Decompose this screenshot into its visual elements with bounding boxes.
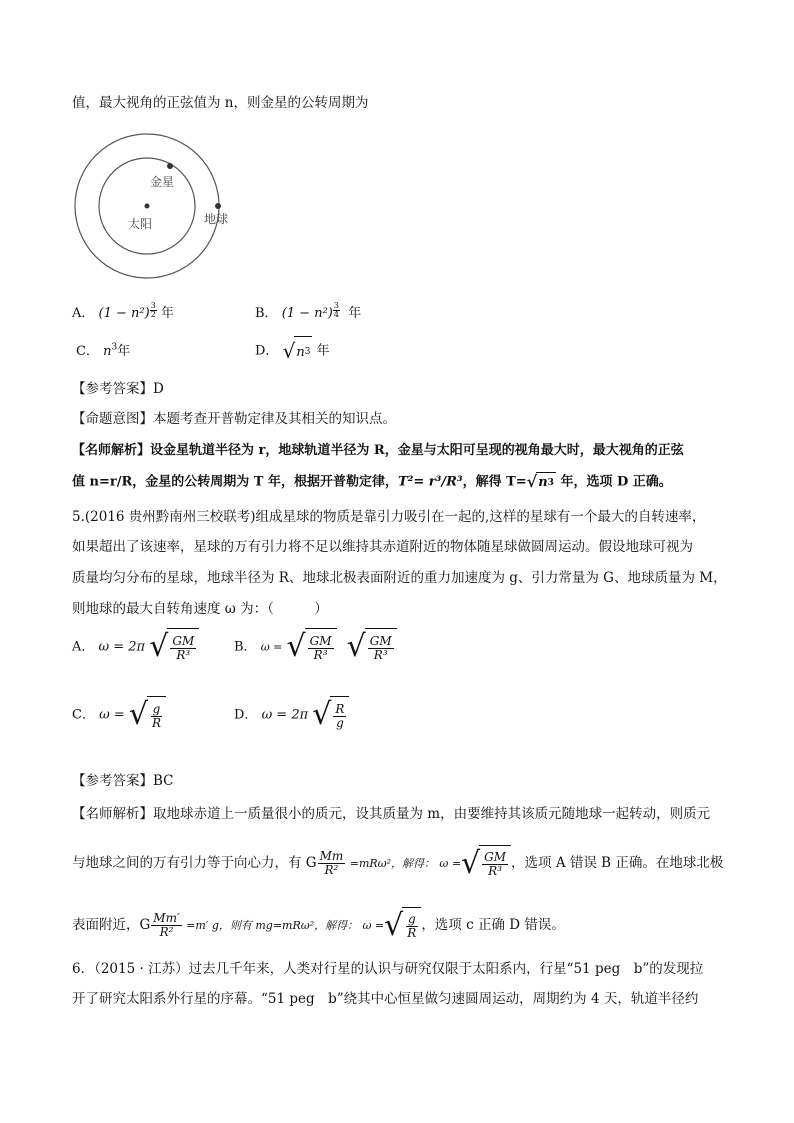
q5-option-a: A． ω = 2π √ $\frac{GM}{\text{R³}}$ [72,628,199,666]
q5-option-c: C． ω = √ $\frac{g}{R}$ [72,696,166,734]
q6-line2: 开了研究太阳系外行星的序幕。“51 peg b”绕其中心恒星做匀速圆周运动，周期约为 4 天，轨道半径约 [72,991,699,1007]
sun-label: 太阳 [128,217,153,231]
q5-answer: 【参考答案】BC [72,773,174,789]
q5-line2: 如果超出了该速率，星球的万有引力将不足以维持其赤道附近的物体随星球做圆周运动。假设地球可视为 [72,539,693,555]
q4-option-b: B． (1 − n²) $\frac{3}{4}$ 年 [255,301,362,321]
orbit-diagram [72,126,232,286]
q5-line1: 5.(2016 贵州黔南州三校联考)组成星球的物质是靠引力吸引在一起的,这样的星球有一个最大的自转速率， [72,509,706,525]
sun-dot [145,204,150,209]
q5-analysis-line3: 表面附近，G $\frac{Mm'}{\text{R²}}$ =m′ g，则有 mg=mRω²，解得： ω = √ $\frac{g}{R}$ ，选项 c 正确 D 错误。 [72,907,565,943]
q5-analysis-line1: 【名师解析】取地球赤道上一质量很小的质元，设其质量为 m，由要维持其该质元随地球一起转动，则质元 [72,806,711,822]
q5-option-d: D． ω = 2π √ $\frac{R}{g}$ [234,696,349,734]
q4-option-a: A． (1 − n²) $\frac{3}{2}$ 年 [72,301,174,321]
q4-option-c: C． $n^3$年 [76,342,131,359]
venus-label: 金星 [150,175,175,189]
q4-intent: 【命题意图】本题考查开普勒定律及其相关的知识点。 [72,411,396,427]
q5-line4: 则地球的最大自转角速度 ω 为：（ ） [72,601,328,617]
earth-label: 地球 [204,212,229,226]
q4-option-d: D． √ n 3 年 [255,336,330,366]
q5-option-b: B． ω = √ $\frac{GM}{\text{R³}}$ √ $\frac{GM}{\text{R³}}$ [234,628,397,666]
q5-analysis-line2: 与地球之间的万有引力等于向心力，有 G $\frac{Mm}{\text{R²}}$ =mRω²，解得： ω = √ $\frac{GM}{\text{R³}}$ ，选项 A 错误 B 正确。在地球北极 [72,845,724,881]
q6-line1: 6．（2015 · 江苏）过去几千年来，人类对行星的认识与研究仅限于太阳系内，行星“51 peg b”的发现拉 [72,961,704,977]
q4-question-tail: 值，最大视角的正弦值为 n，则金星的公转周期为 [72,95,369,111]
q5-line3: 质量均匀分布的星球，地球半径为 R、地球北极表面附近的重力加速度为 g、引力常量为 G、地球质量为 M， [72,570,727,586]
q4-analysis-line2: 值 n=r/R，金星的公转周期为 T 年，根据开普勒定律，T²= r³/R³，解得 T= √ n 3 年，选项 D 正确。 [72,472,672,491]
venus-dot [167,163,173,169]
q4-answer: 【参考答案】D [72,381,164,397]
q4-analysis-line1: 【名师解析】设金星轨道半径为 r，地球轨道半径为 R，金星与太阳可呈现的视角最大时，最大视角的正弦 [72,443,684,458]
earth-dot [215,203,221,209]
